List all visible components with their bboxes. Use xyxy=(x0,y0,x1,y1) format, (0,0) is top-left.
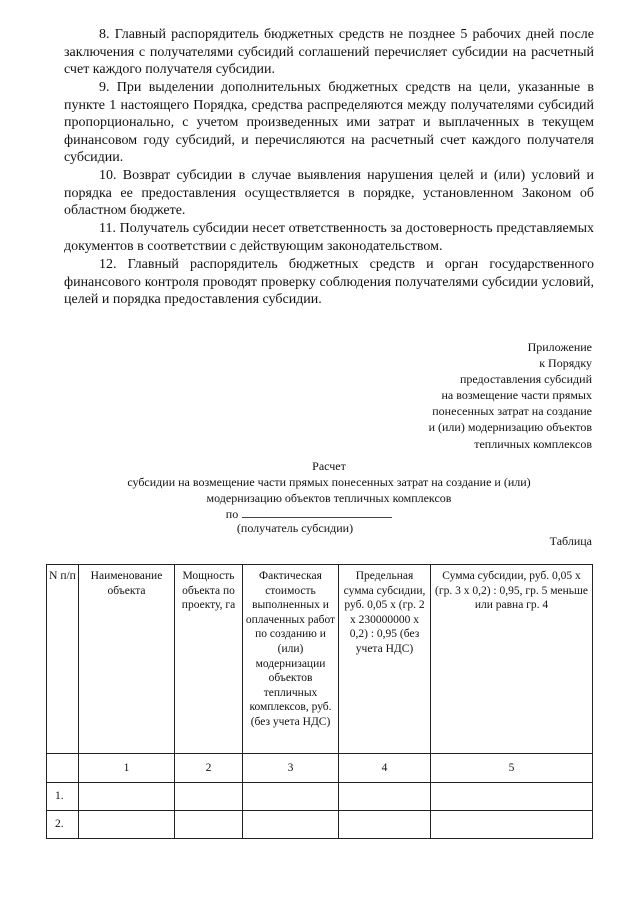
appendix-line: и (или) модернизацию объектов xyxy=(428,420,592,435)
table-header-row xyxy=(47,565,593,754)
column-number-cell: 5 xyxy=(431,754,593,783)
table-label: Таблица xyxy=(549,534,592,548)
header-cell: N п/п xyxy=(47,565,79,754)
paragraph-10: 10. Возврат субсидии в случае выявления нарушения целей и (или) условий и порядка ее предоставления осуществляется в порядке, установленном Законом об областном бюджете. xyxy=(64,168,594,219)
appendix-block xyxy=(330,339,592,452)
column-number-cell: 4 xyxy=(339,754,431,783)
header-cell: Наименование объекта xyxy=(79,565,175,754)
appendix-line: на возмещение части прямых xyxy=(441,388,592,403)
paragraph-9: 9. При выделении дополнительных бюджетных средств на цели, указанные в пункте 1 настоящего Порядка, средства распределяются между получателями субсидий пропорционально, с учетом произведенных ими затрат и выплаченных в текущем финансовом году субсидий, и перечисляются на расчетный счет каждого получателя субсидии. xyxy=(64,80,594,166)
column-number-cell xyxy=(47,754,79,783)
calc-subtitle-line1: субсидии на возмещение части прямых понесенных затрат на создание и (или) xyxy=(127,475,531,489)
appendix-line: тепличных комплексов xyxy=(474,436,592,451)
table-cell xyxy=(431,783,593,811)
table-cell xyxy=(339,811,431,839)
appendix-line: к Порядку xyxy=(539,356,592,371)
column-number-cell: 1 xyxy=(79,754,175,783)
table-cell xyxy=(175,811,243,839)
table-cell xyxy=(243,783,339,811)
calc-subtitle-line2: модернизацию объектов тепличных комплексов xyxy=(206,491,452,505)
paragraph-12: 12. Главный распорядитель бюджетных средств и орган государственного финансового контроля проводят проверку соблюдения получателями субсидии условий, целей и порядка предоставления субсидии. xyxy=(64,257,594,308)
appendix-line: понесенных затрат на создание xyxy=(432,404,592,419)
table-cell xyxy=(79,783,175,811)
table-cell xyxy=(79,811,175,839)
calc-title: Расчет xyxy=(312,459,346,473)
column-number-cell: 2 xyxy=(175,754,243,783)
header-cell: Сумма субсидии, руб. 0,05 x (гр. 3 x 0,2) : 0,95, гр. 5 меньше или равна гр. 4 xyxy=(431,565,593,754)
row-number-cell: 2. xyxy=(47,811,79,839)
header-cell: Фактическая стоимость выполненных и оплаченных работ по созданию и (или) модернизации объектов тепличных комплексов, руб. (без учета НДС) xyxy=(243,565,339,754)
table-cell xyxy=(243,811,339,839)
paragraph-8: 8. Главный распорядитель бюджетных средств не позднее 5 рабочих дней после заключения с получателями субсидий соглашений перечисляет субсидии на расчетный счет каждого получателя субсидии. xyxy=(64,27,594,78)
column-number-cell: 3 xyxy=(243,754,339,783)
recipient-blank xyxy=(242,506,392,518)
paragraph-11: 11. Получатель субсидии несет ответственность за достоверность представляемых документов в соответствии с действующим законодательством. xyxy=(64,221,594,254)
table-cell xyxy=(175,783,243,811)
row-number-cell: 1. xyxy=(47,783,79,811)
table-row xyxy=(47,811,593,839)
header-cell: Предельная сумма субсидии, руб. 0,05 x (гр. 2 x 230000000 x 0,2) : 0,95 (без учета НДС) xyxy=(339,565,431,754)
appendix-line: Приложение xyxy=(527,340,592,354)
header-cell: Мощность объекта по проекту, га xyxy=(175,565,243,754)
po-label: по xyxy=(225,507,239,521)
recipient-caption: (получатель субсидии) xyxy=(236,521,354,535)
table-cell xyxy=(339,783,431,811)
table-row xyxy=(47,783,593,811)
subsidy-table xyxy=(46,564,593,839)
table-cell xyxy=(431,811,593,839)
column-number-row xyxy=(47,754,593,783)
appendix-line: предоставления субсидий xyxy=(459,372,592,387)
